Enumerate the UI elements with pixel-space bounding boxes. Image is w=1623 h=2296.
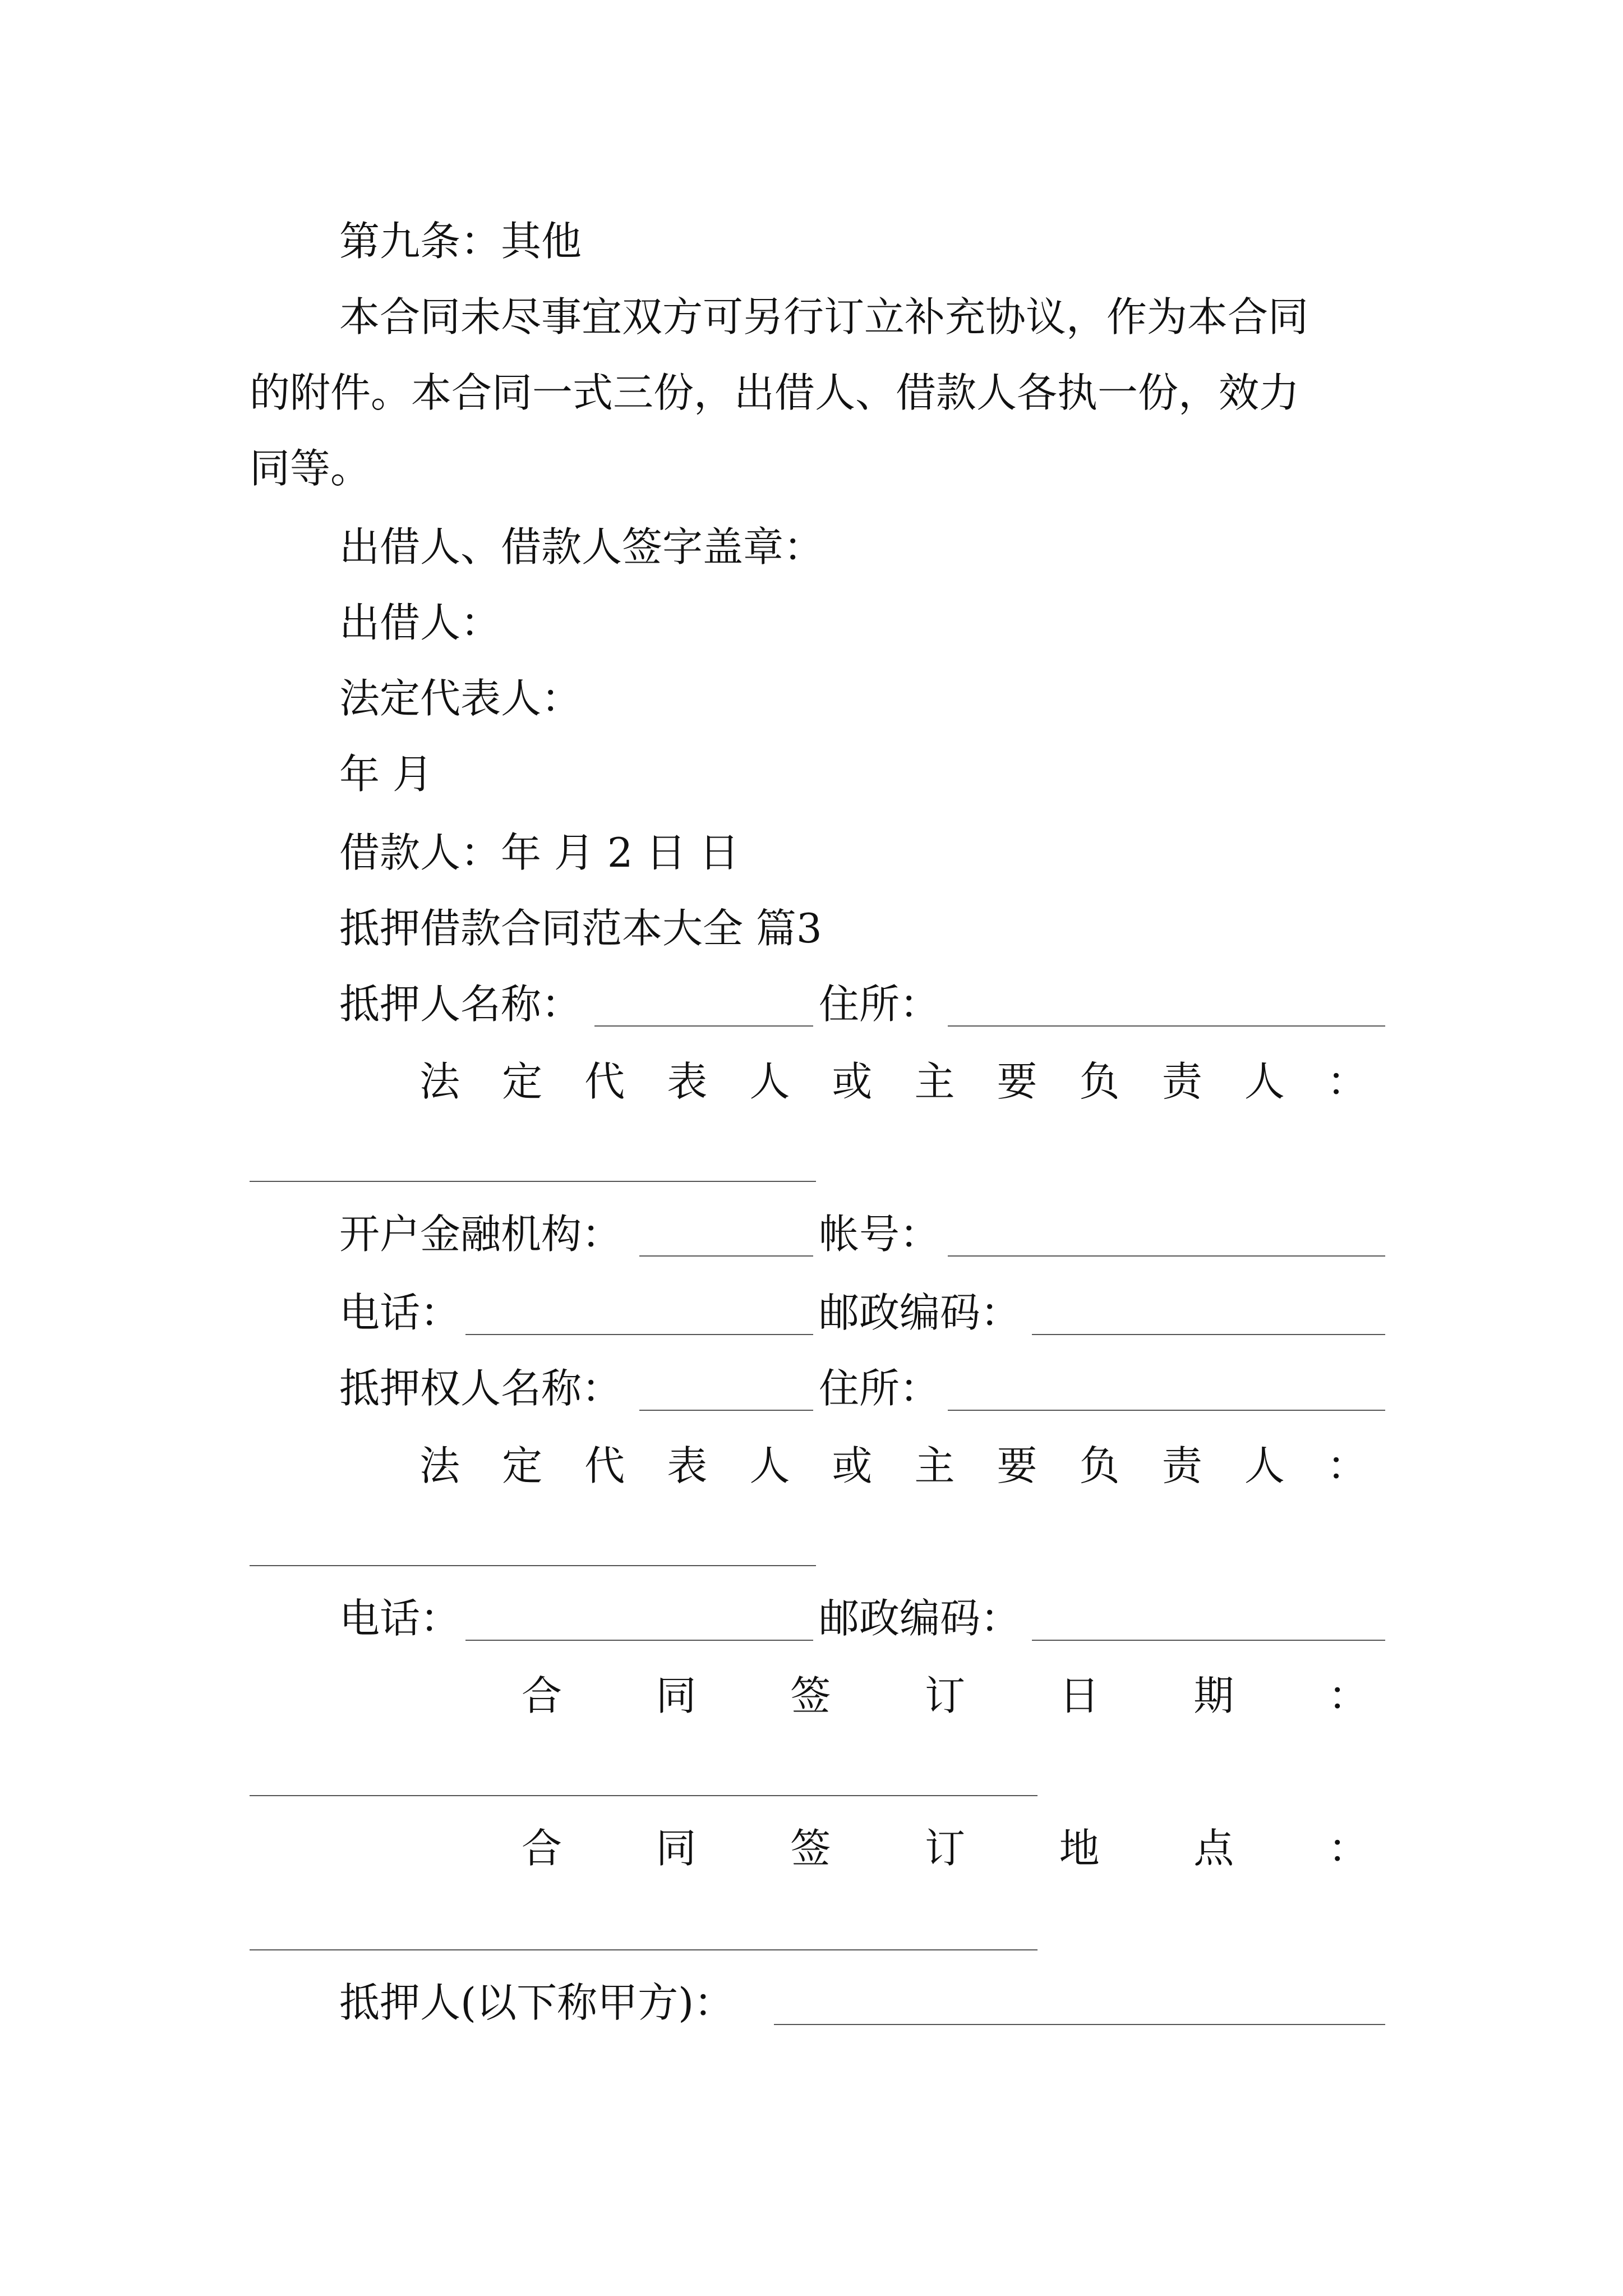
mortgagee-rep-char: 代 xyxy=(584,1442,625,1489)
mortgagor-rep-char: ： xyxy=(1326,1058,1367,1105)
contract-place-char: ： xyxy=(1327,1825,1368,1872)
mortgagor-rep-char: 表 xyxy=(667,1058,708,1105)
contract-date-blank[interactable] xyxy=(250,1795,1038,1796)
mortgagor-rep-char: 责 xyxy=(1161,1058,1202,1105)
article-9-paragraph-line-2: 的附件。本合同一式三份，出借人、借款人各执一份，效力 xyxy=(250,369,1300,416)
account-label: 帐号： xyxy=(819,1211,940,1258)
mortgagor-legal-rep-blank[interactable] xyxy=(250,1181,816,1182)
bank-blank[interactable] xyxy=(639,1255,813,1257)
mortgagee-rep-char: 主 xyxy=(914,1442,955,1489)
contract-place-char: 签 xyxy=(790,1825,831,1872)
contract-place-char: 点 xyxy=(1193,1825,1234,1872)
mortgagee-postcode-blank[interactable] xyxy=(1032,1640,1385,1641)
mortgagee-rep-char: 负 xyxy=(1079,1442,1120,1489)
borrower-date-line: 借款人：年 月 2 日 日 xyxy=(339,829,740,876)
mortgagee-name-blank[interactable] xyxy=(639,1410,813,1411)
article-9-title: 第九条：其他 xyxy=(339,218,582,265)
bank-label: 开户金融机构： xyxy=(339,1211,623,1258)
mortgagee-rep-char: 责 xyxy=(1161,1442,1202,1489)
signature-heading: 出借人、借款人签字盖章： xyxy=(339,523,824,570)
mortgagee-rep-char: ： xyxy=(1326,1442,1367,1489)
mortgagee-address-label: 住所： xyxy=(819,1365,940,1412)
mortgagor-phone-label: 电话： xyxy=(339,1289,461,1336)
year-month-line: 年 月 xyxy=(339,751,433,798)
mortgagee-rep-char: 人 xyxy=(749,1442,790,1489)
article-9-paragraph-line-3: 同等。 xyxy=(250,445,371,492)
contract-place-label xyxy=(522,1820,1368,1876)
mortgagee-postcode-label: 邮政编码： xyxy=(819,1595,1021,1642)
mortgagee-legal-rep-label xyxy=(419,1438,1367,1494)
contract-date-char: 订 xyxy=(924,1672,965,1719)
mortgagor-postcode-label: 邮政编码： xyxy=(819,1289,1021,1336)
contract-date-char: 日 xyxy=(1059,1672,1100,1719)
mortgagor-phone-row xyxy=(0,1285,1623,1341)
contract-date-char: 期 xyxy=(1193,1672,1234,1719)
mortgagee-legal-rep-blank[interactable] xyxy=(250,1565,816,1566)
mortgagee-name-row xyxy=(0,1360,1623,1416)
party-a-row xyxy=(0,1975,1623,2031)
contract-place-char: 订 xyxy=(924,1825,965,1872)
mortgagor-bank-row xyxy=(0,1206,1623,1262)
contract-date-char: 合 xyxy=(522,1672,562,1719)
mortgagee-address-blank[interactable] xyxy=(948,1410,1385,1411)
mortgagor-rep-char: 定 xyxy=(502,1058,543,1105)
mortgagor-rep-char: 人 xyxy=(749,1058,790,1105)
mortgagor-address-blank[interactable] xyxy=(948,1025,1385,1027)
contract-date-char: 同 xyxy=(656,1672,697,1719)
contract-place-char: 地 xyxy=(1059,1825,1100,1872)
mortgagee-rep-char: 人 xyxy=(1244,1442,1285,1489)
mortgagor-rep-char: 要 xyxy=(997,1058,1038,1105)
mortgagor-rep-char: 或 xyxy=(832,1058,873,1105)
account-blank[interactable] xyxy=(948,1255,1385,1257)
mortgagor-postcode-blank[interactable] xyxy=(1032,1334,1385,1335)
mortgagor-legal-rep-label xyxy=(419,1053,1367,1110)
contract-place-blank[interactable] xyxy=(250,1949,1038,1950)
contract-date-char: 签 xyxy=(790,1672,831,1719)
mortgagor-address-label: 住所： xyxy=(819,981,940,1028)
party-a-label: 抵押人(以下称甲方)： xyxy=(339,1979,735,2026)
contract-date-char: ： xyxy=(1327,1672,1368,1719)
mortgagor-rep-char: 主 xyxy=(914,1058,955,1105)
mortgagor-rep-char: 法 xyxy=(419,1058,460,1105)
section-3-title: 抵押借款合同范本大全 篇3 xyxy=(339,905,822,952)
mortgagor-rep-char: 人 xyxy=(1244,1058,1285,1105)
mortgagee-rep-char: 要 xyxy=(997,1442,1038,1489)
article-9-paragraph-line-1: 本合同未尽事宜双方可另行订立补充协议，作为本合同 xyxy=(339,293,1309,341)
mortgagor-phone-blank[interactable] xyxy=(465,1334,813,1335)
contract-place-char: 同 xyxy=(656,1825,697,1872)
mortgagor-name-label: 抵押人名称： xyxy=(339,981,582,1028)
mortgagee-phone-blank[interactable] xyxy=(465,1640,813,1641)
mortgagor-rep-char: 负 xyxy=(1079,1058,1120,1105)
legal-rep-label: 法定代表人： xyxy=(339,675,582,722)
mortgagee-phone-row xyxy=(0,1590,1623,1646)
mortgagee-rep-char: 法 xyxy=(419,1442,460,1489)
mortgagee-phone-label: 电话： xyxy=(339,1595,461,1642)
mortgagor-rep-char: 代 xyxy=(584,1058,625,1105)
mortgagor-name-row xyxy=(0,976,1623,1032)
mortgagee-rep-char: 定 xyxy=(502,1442,543,1489)
mortgagee-rep-char: 或 xyxy=(832,1442,873,1489)
lender-label: 出借人： xyxy=(339,599,501,646)
mortgagee-name-label: 抵押权人名称： xyxy=(339,1365,623,1412)
mortgagee-rep-char: 表 xyxy=(667,1442,708,1489)
party-a-blank[interactable] xyxy=(774,2024,1385,2025)
contract-date-label xyxy=(522,1668,1368,1724)
mortgagor-name-blank[interactable] xyxy=(594,1025,813,1027)
contract-place-char: 合 xyxy=(522,1825,562,1872)
